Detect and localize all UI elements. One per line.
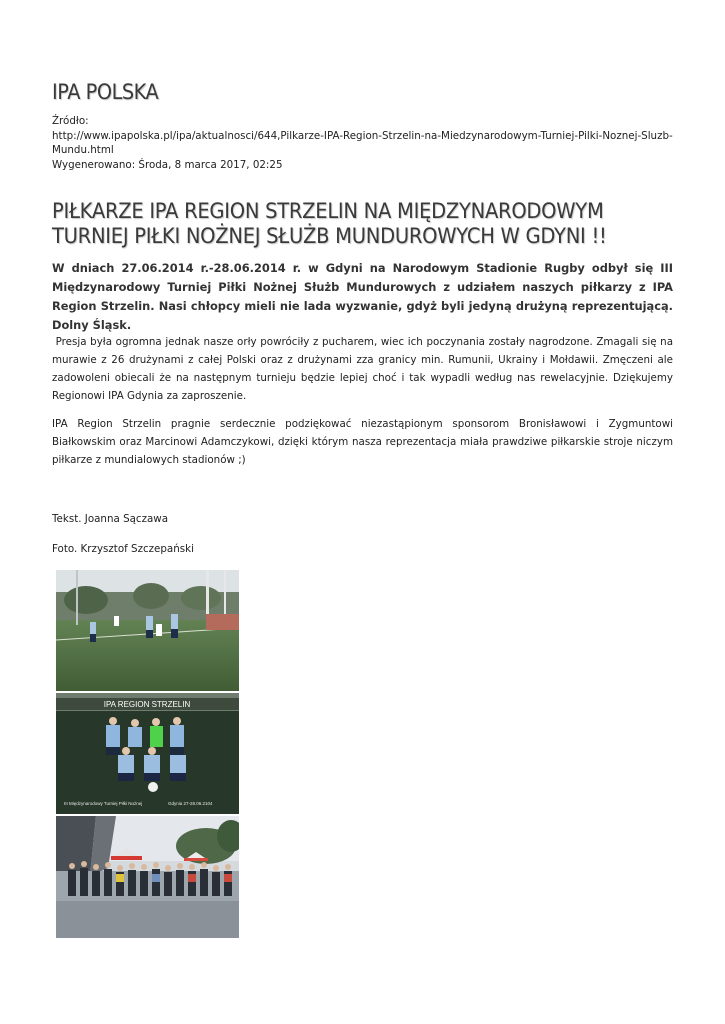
photo-credit: Foto. Krzysztof Szczepański [52, 543, 194, 555]
photo-caption-right: Gdynia 27-28.06.2104 [168, 801, 213, 806]
photo-match [56, 570, 239, 691]
article-lead: W dniach 27.06.2014 r.-28.06.2014 r. w Gdyni na Narodowym Stadionie Rugby odbył się III Międzynarodowy Turniej Piłki Nożnej Służb Mundurowych z udziałem naszych piłkarzy z IPA Region Strzelin. Nasi chłopcy mieli nie lada wyzwanie, gdyż byli jedyną drużyną reprezentującą. Dolny Śląsk. [52, 261, 673, 332]
generated-date: Wygenerowano: Środa, 8 marca 2017, 02:25 [52, 158, 283, 171]
photo-caption-left: III Międzynarodowy Turniej Piłki Nożnej [64, 801, 143, 806]
site-title: IPA POLSKA [52, 80, 159, 105]
article-title: PIŁKARZE IPA REGION STRZELIN NA MIĘDZYNARODOWYM TURNIEJ PIŁKI NOŻNEJ SŁUŻB MUNDUROWYCH W GDYNI !! [52, 199, 607, 249]
article-paragraph-1: Presja była ogromna jednak nasze orły powróciły z pucharem, wiec ich poczynania zostały nagrodzone. Zmagali się na murawie z 26 drużynami z całej Polski oraz z drużynami zza granicy min. Rumunii, Ukrainy i Mołdawii. Zmęczeni ale zadowoleni obiecali że na następnym turnieju będzie lepiej choć i tak wypadli według nas rewelacyjnie. Dziękujemy Regionowi IPA Gdynia za zaproszenie. [52, 336, 677, 402]
source-meta [52, 114, 673, 172]
photo-team [56, 693, 239, 814]
photo-group [56, 816, 239, 938]
source-url[interactable]: http://www.ipapolska.pl/ipa/aktualnosci/644,Pilkarze-IPA-Region-Strzelin-na-Miedzynarodowym-Turniej-Pilki-Noznej-Sluzb-Mundu.html [52, 129, 673, 156]
source-label: Źródło: [52, 115, 89, 127]
text-credit: Tekst. Joanna Sączawa [52, 513, 169, 525]
banner-text: IPA REGION STRZELIN [103, 700, 191, 709]
article-paragraph-2: IPA Region Strzelin pragnie serdecznie podziękować niezastąpionym sponsorom Bronisławowi i Zygmuntowi Białkowskim oraz Marcinowi Adamczykowi, dzięki którym nasza reprezentacja miała prawdziwe piłkarskie stroje niczym piłkarze z mundialowych stadionów ;) [52, 418, 673, 466]
